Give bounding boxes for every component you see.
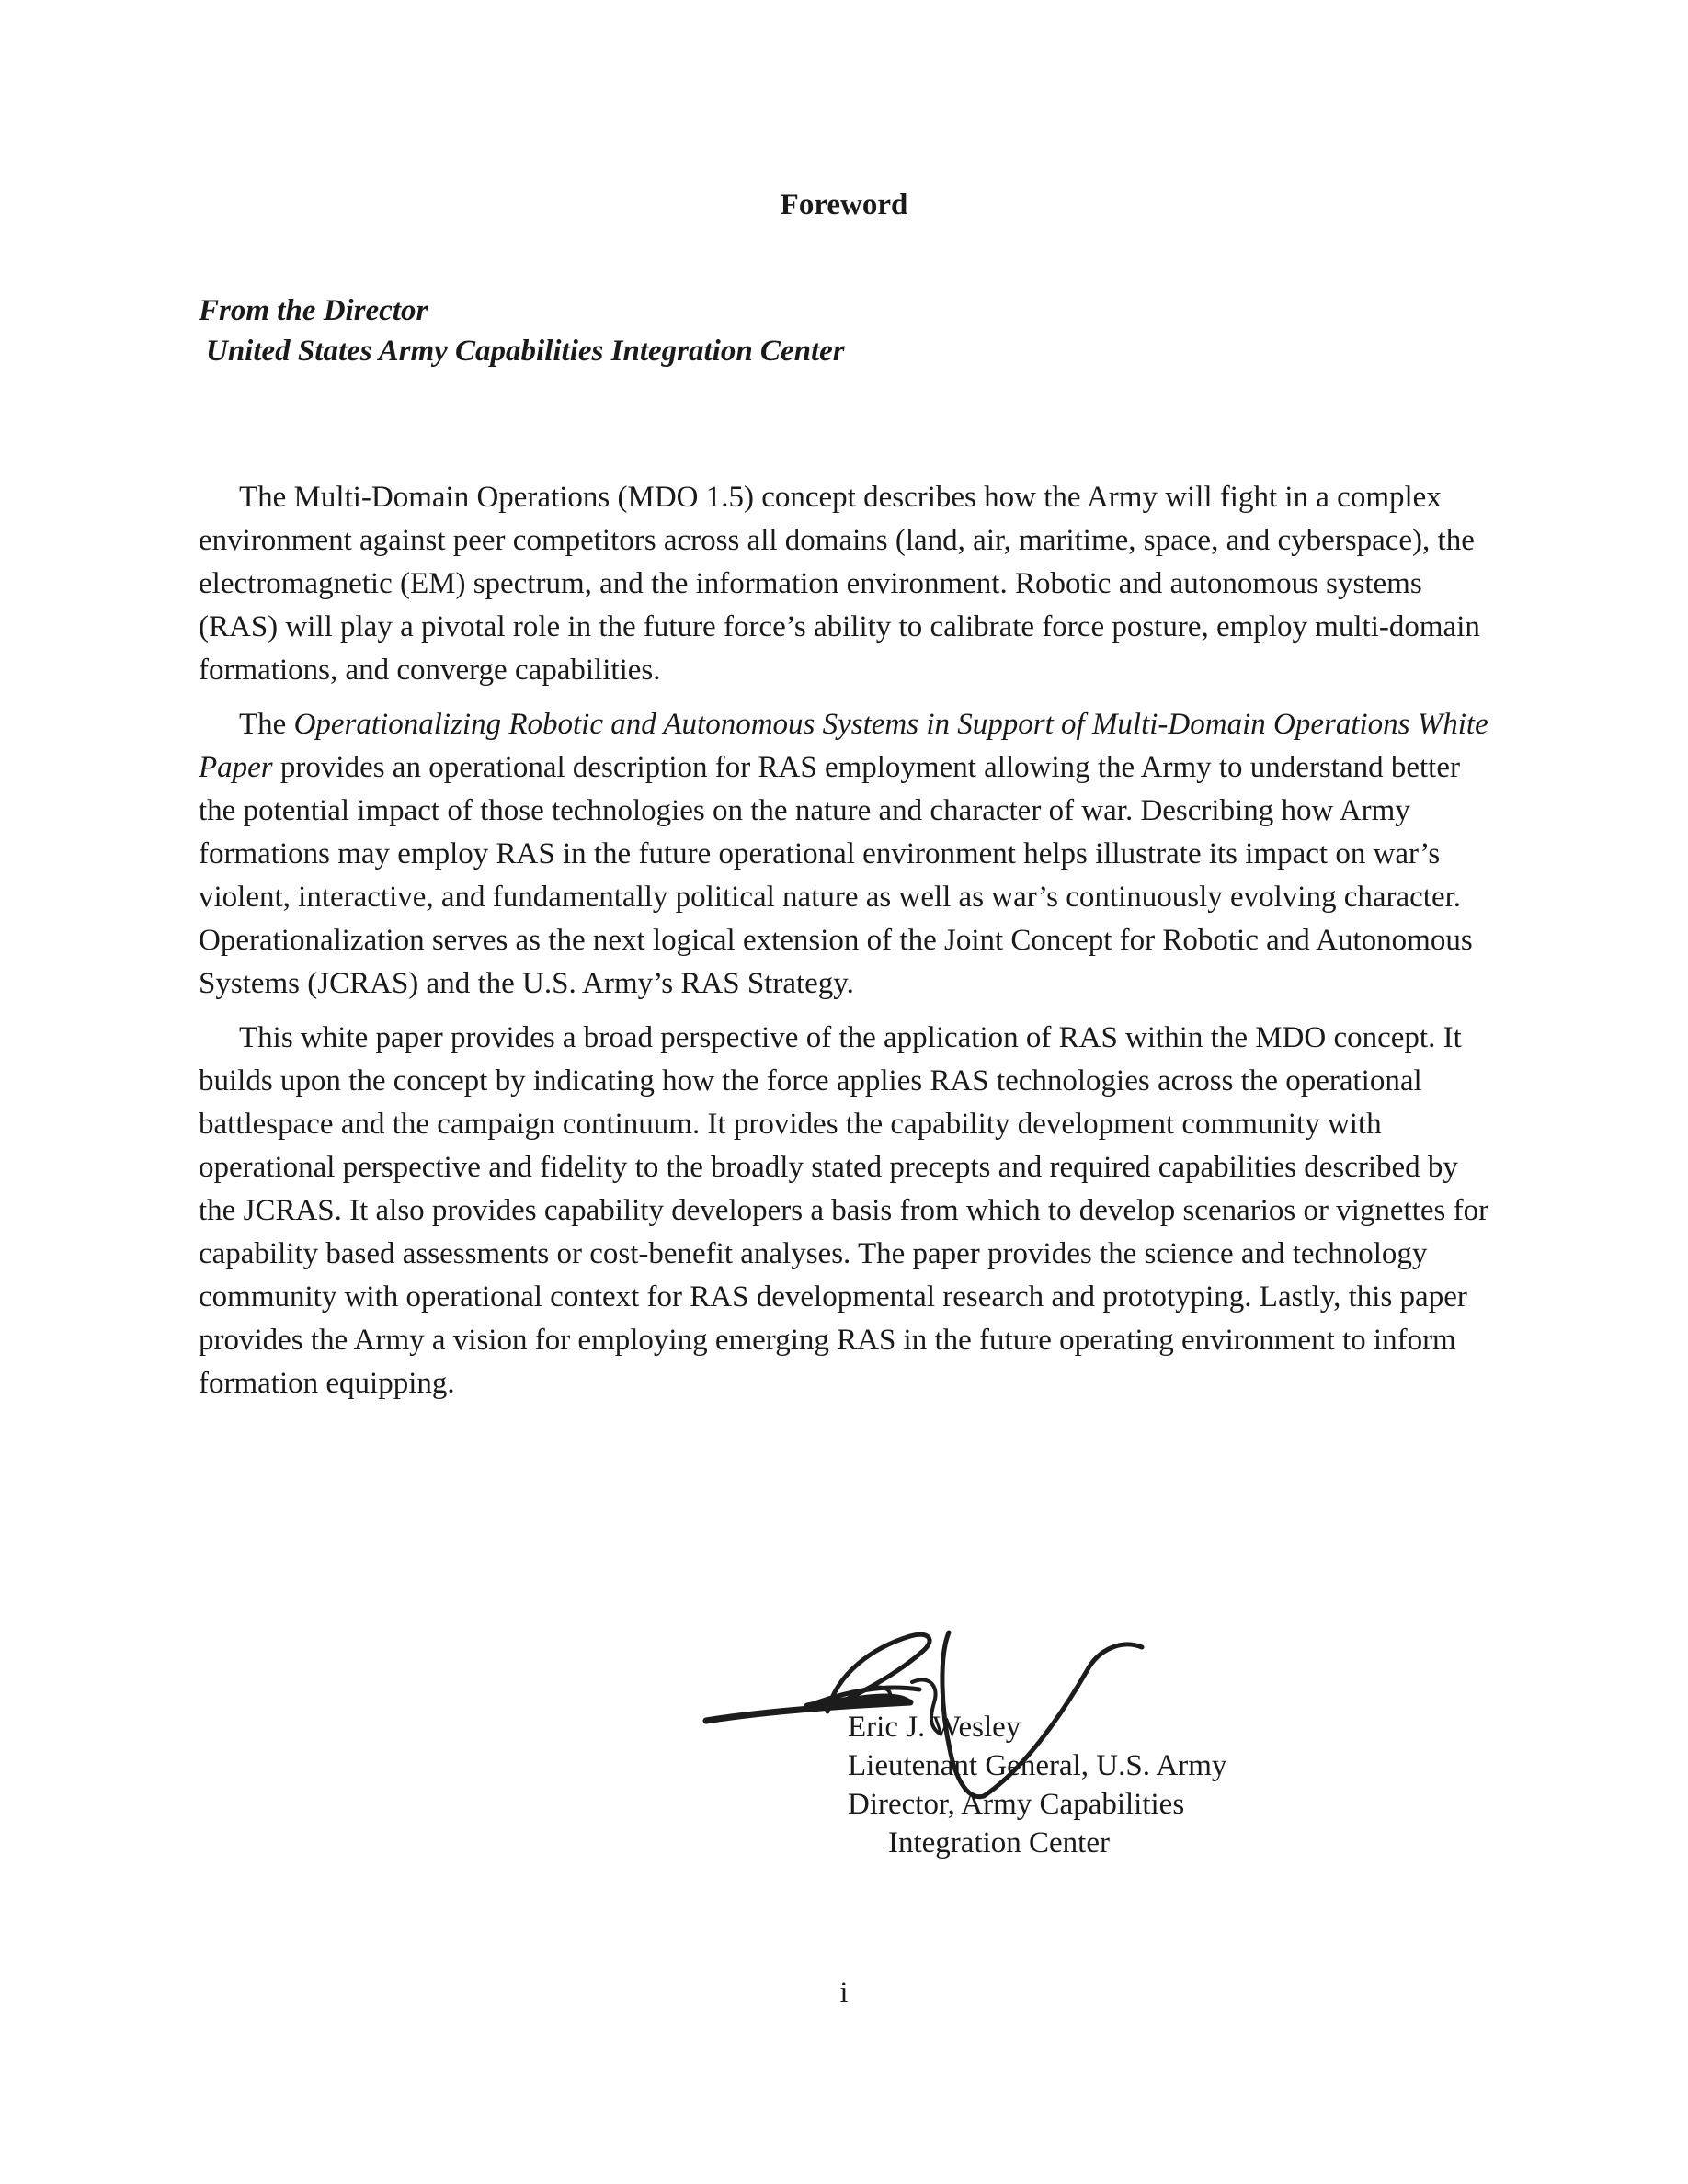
signer-position: Director, Army Capabilities <box>848 1788 1185 1821</box>
signer-name: Eric J. Wesley <box>848 1711 1021 1744</box>
from-block <box>199 290 845 371</box>
from-organization: United States Army Capabilities Integration Center <box>206 335 845 368</box>
foreword-body <box>199 476 1495 1416</box>
paragraph-2 <box>199 703 1495 1006</box>
signer-rank: Lieutenant General, U.S. Army <box>848 1749 1227 1782</box>
page-title: Foreword <box>780 188 908 222</box>
white-paper-title: Operationalizing Robotic and Autonomous Systems in Support of Multi-Domain Operations White Paper <box>199 708 1488 784</box>
signature-block <box>848 1708 1226 1862</box>
paragraph-3: This white paper provides a broad perspective of the application of RAS within the MDO concept. It builds upon the concept by indicating how the force applies RAS technologies across the operational battlespace and the campaign continuum. It provides the capability development community with operational perspective and fidelity to the broadly stated precepts and required capabilities described by the JCRAS. It also provides capability developers a basis from which to develop scenarios or vignettes for capability based assessments or cost-benefit analyses. The paper provides the science and technology community with operational context for RAS developmental research and prototyping. Lastly, this paper provides the Army a vision for employing emerging RAS in the future operating environment to inform formation equipping. <box>199 1021 1489 1400</box>
paragraph-1: The Multi-Domain Operations (MDO 1.5) concept describes how the Army will fight in a complex environment against peer competitors across all domains (land, air, maritime, space, and cyberspace), the electromagnetic (EM) spectrum, and the information environment. Robotic and autonomous systems (RAS) will play a pivotal role in the future force’s ability to calibrate force posture, employ multi-domain formations, and converge capabilities. <box>199 481 1480 687</box>
signer-position-continued: Integration Center <box>888 1826 1110 1860</box>
paragraph-2-lead: The <box>239 708 294 741</box>
page-number: i <box>839 1976 849 2009</box>
paragraph-2-rest: provides an operational description for RAS employment allowing the Army to understand better the potential impact of those technologies on the nature and character of war. Describing how Army formations may employ RAS in the future operational environment helps illustrate its impact on war’s violent, interactive, and fundamentally political nature as well as war’s continuously evolving character. Operationalization serves as the next logical extension of the Joint Concept for Robotic and Autonomous Systems (JCRAS) and the U.S. Army’s RAS Strategy. <box>199 751 1473 1000</box>
from-label: From the Director <box>199 294 428 327</box>
